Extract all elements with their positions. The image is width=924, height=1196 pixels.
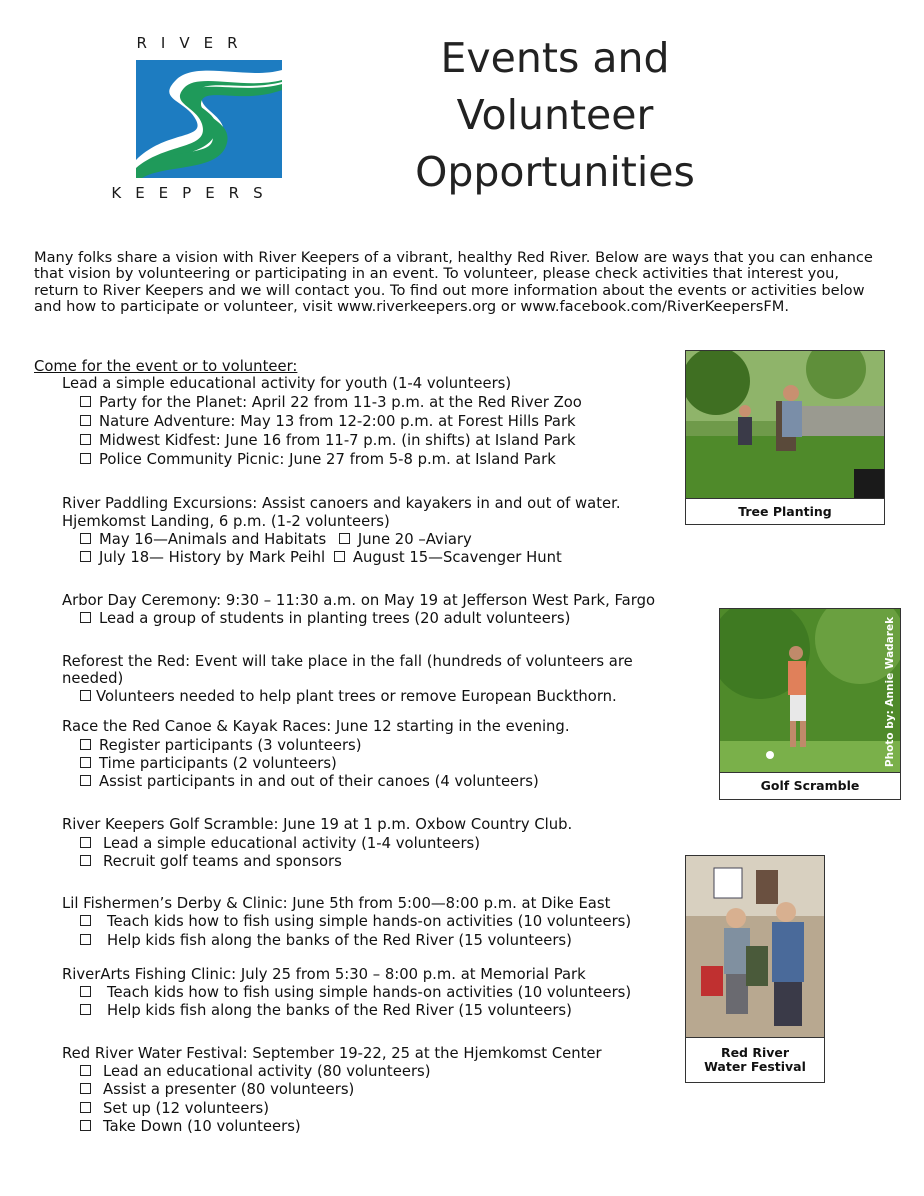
youth-item[interactable]: Midwest Kidfest: June 16 from 11-7 p.m. (in shifts) at Island Park: [80, 432, 576, 450]
reforest-item[interactable]: Volunteers needed to help plant trees or remove European Buckthorn.: [80, 688, 617, 706]
intro-paragraph: Many folks share a vision with River Keepers of a vibrant, healthy Red River. Below are ways that you can enhance that vision by volunteering or participating in an event. To volunteer, please check activities that interest you, return to River Keepers and we will contact you. To find out more information about the events or activities below and how to participate or volunteer, visit www.riverkeepers.org or www.facebook.com/RiverKeepersFM.: [34, 249, 873, 315]
derby-item[interactable]: Teach kids how to fish using simple hands-on activities (10 volunteers): [80, 913, 631, 931]
river-keepers-logo: [108, 36, 280, 204]
logo-square: [136, 60, 282, 178]
riverarts-item[interactable]: Help kids fish along the banks of the Red River (15 volunteers): [80, 1002, 572, 1020]
tree-planting-photo: [685, 350, 885, 500]
water-festival-caption: Red River Water Festival: [685, 1037, 825, 1083]
golf-scramble-caption: Golf Scramble: [719, 772, 901, 800]
logo-top-word: RIVER: [136, 34, 252, 52]
checkbox[interactable]: [80, 915, 91, 926]
checkbox[interactable]: [80, 551, 91, 562]
youth-item[interactable]: Party for the Planet: April 22 from 11-3 p.m. at the Red River Zoo: [80, 394, 582, 412]
race-item[interactable]: Time participants (2 volunteers): [80, 755, 337, 773]
checkbox[interactable]: [80, 453, 91, 464]
checkbox[interactable]: [80, 1120, 91, 1131]
checkbox[interactable]: [80, 775, 91, 786]
checkbox[interactable]: [80, 934, 91, 945]
reforest-heading: Reforest the Red: Event will take place in the fall (hundreds of volunteers are: [62, 653, 633, 670]
checkbox[interactable]: [80, 837, 91, 848]
riverarts-heading: RiverArts Fishing Clinic: July 25 from 5:30 – 8:00 p.m. at Memorial Park: [62, 966, 586, 983]
derby-heading: Lil Fishermen’s Derby & Clinic: June 5th from 5:00—8:00 p.m. at Dike East: [62, 895, 611, 912]
water-festival-photo: [685, 855, 825, 1039]
golf-scramble-photo: [719, 608, 901, 774]
checkbox[interactable]: [80, 757, 91, 768]
paddling-items-row-1: May 16—Animals and Habitats June 20 –Aviary: [80, 531, 472, 549]
festival-item[interactable]: Take Down (10 volunteers): [80, 1118, 301, 1136]
checkbox[interactable]: [80, 434, 91, 445]
title-line-2: Volunteer: [456, 91, 654, 139]
checkbox[interactable]: [80, 415, 91, 426]
youth-item[interactable]: Police Community Picnic: June 27 from 5-8 p.m. at Island Park: [80, 451, 556, 469]
race-heading: Race the Red Canoe & Kayak Races: June 12 starting in the evening.: [62, 718, 570, 735]
checkbox[interactable]: [80, 612, 91, 623]
checkbox[interactable]: [80, 396, 91, 407]
page-title: [400, 30, 710, 201]
checkbox[interactable]: [80, 1083, 91, 1094]
riverarts-item[interactable]: Teach kids how to fish using simple hands-on activities (10 volunteers): [80, 984, 631, 1002]
photo-credit: Photo by: Annie Wadarek: [884, 616, 896, 768]
checkbox[interactable]: [80, 739, 91, 750]
paddling-items-row-2: July 18— History by Mark Peihl August 15—Scavenger Hunt: [80, 549, 562, 567]
checkbox[interactable]: [80, 1004, 91, 1015]
title-line-1: Events and: [440, 34, 670, 82]
logo-bottom-word: KEEPERS: [111, 184, 277, 202]
festival-item[interactable]: Set up (12 volunteers): [80, 1100, 269, 1118]
arbor-item[interactable]: Lead a group of students in planting trees (20 adult volunteers): [80, 610, 570, 628]
golf-item[interactable]: Lead a simple educational activity (1-4 volunteers): [80, 835, 480, 853]
youth-item[interactable]: Nature Adventure: May 13 from 12-2:00 p.m. at Forest Hills Park: [80, 413, 576, 431]
section-heading: Come for the event or to volunteer:: [34, 358, 298, 375]
derby-item[interactable]: Help kids fish along the banks of the Red River (15 volunteers): [80, 932, 572, 950]
golf-heading: River Keepers Golf Scramble: June 19 at 1 p.m. Oxbow Country Club.: [62, 816, 573, 833]
title-line-3: Opportunities: [415, 148, 695, 196]
festival-item[interactable]: Lead an educational activity (80 volunteers): [80, 1063, 431, 1081]
checkbox[interactable]: [339, 533, 350, 544]
tree-planting-caption: Tree Planting: [685, 498, 885, 525]
arbor-heading: Arbor Day Ceremony: 9:30 – 11:30 a.m. on May 19 at Jefferson West Park, Fargo: [62, 592, 656, 609]
paddling-heading-2: Hjemkomst Landing, 6 p.m. (1-2 volunteers): [62, 513, 390, 530]
river-swoosh-icon: [136, 60, 282, 178]
checkbox[interactable]: [80, 1065, 91, 1076]
festival-heading: Red River Water Festival: September 19-22, 25 at the Hjemkomst Center: [62, 1045, 602, 1062]
reforest-heading-2: needed): [62, 670, 124, 687]
checkbox[interactable]: [80, 855, 91, 866]
checkbox[interactable]: [80, 533, 91, 544]
checkbox[interactable]: [334, 551, 345, 562]
checkbox[interactable]: [80, 1102, 91, 1113]
festival-item[interactable]: Assist a presenter (80 volunteers): [80, 1081, 354, 1099]
youth-heading: Lead a simple educational activity for youth (1-4 volunteers): [62, 375, 512, 392]
race-item[interactable]: Assist participants in and out of their canoes (4 volunteers): [80, 773, 539, 791]
paddling-heading: River Paddling Excursions: Assist canoers and kayakers in and out of water.: [62, 495, 621, 512]
race-item[interactable]: Register participants (3 volunteers): [80, 737, 362, 755]
golf-item[interactable]: Recruit golf teams and sponsors: [80, 853, 342, 871]
checkbox[interactable]: [80, 690, 91, 701]
checkbox[interactable]: [80, 986, 91, 997]
